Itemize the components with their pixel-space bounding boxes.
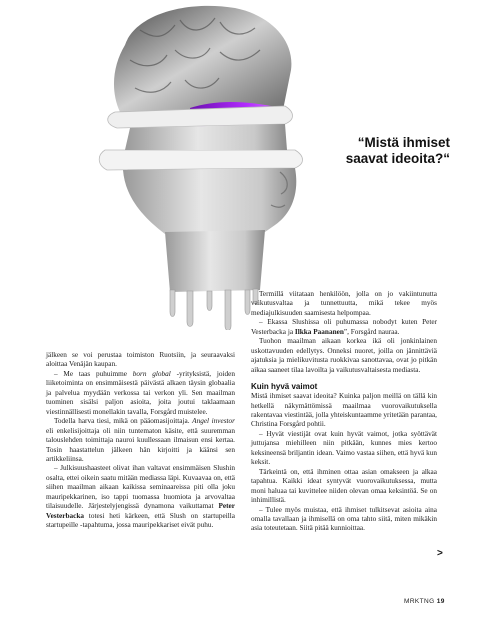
melt-ribbon-2 bbox=[99, 150, 302, 170]
pull-quote bbox=[300, 135, 450, 167]
statue-neck bbox=[165, 230, 265, 292]
paragraph: – Me taas puhuimme born global -yrityksistä, joiden liiketoiminta on ensimmäisestä päivästä alkaen täysin globaalia ja palvelua myydään verkossa tai verkon yli. Sen maailman tuominen sisälsi paljon asioita, joita joutui taklaamaan viestinnällisesti monellakin tavalla, Forsgård muistelee. bbox=[46, 369, 235, 416]
paragraph: – Ekassa Slushissa oli puhumassa nobodyt kuten Peter Vesterbacka ja Ilkka Paananen”, Forsgård nauraa. bbox=[251, 318, 437, 336]
pull-quote-line-1: “Mistä ihmiset bbox=[357, 135, 450, 150]
paragraph: Termillä viitataan henkilöön, jolla on jo vakiintunutta vaikutusvaltaa ja tunnettuutta, mikä tekee myös mediajulkisuuden saamisesta helpompaa. bbox=[251, 290, 437, 317]
paragraph: – Julkisuushaasteet olivat ihan valtavat ensimmäisen Slushin osalta, ettei oikein saatu mitään mediassa läpi. Kuvaavaa on, että siihen maailman aikaan kaikissa seminaareissa piti olla joku mauripekkarinen, iso tappi tuomassa huomiota ja arvovaltaa tilaisuudelle. Järjestelyjengissä dynamona vaikuttamat Peter Vesterbacka totesi heti kärkeen, että Slush on startupeilla startupeille -tapahtuma, jossa mauripekkariset eivät puhu. bbox=[46, 464, 235, 530]
paragraph: jälkeen se voi perustaa toimiston Ruotsiin, ja seuraavaksi aloittaa Venäjän kaupan. bbox=[46, 351, 235, 369]
paragraph: – Hyvät viestijät ovat kuin hyvät vaimot, jotka syöttävät juttujansa miehilleen niin pitkään, kunnes mies kertoo keksineensä briljantin idean. Vaimo vastaa siihen, että hyvä kun keksit. bbox=[251, 429, 437, 467]
paragraph: Todella harva tiesi, mikä on pääomasijoittaja. Angel investor eli enkelisijoittaja oli niin tuntematon käsite, että suuremman talouslehden toimittaja nauroi kuullessaan ilmaisun ensi kertaa. Tosin haastattelun jälkeen hän kirjoitti ja käänsi sen artikkeliinsa. bbox=[46, 417, 235, 463]
statue-head-illustration bbox=[95, 0, 315, 330]
statue-face bbox=[125, 124, 287, 150]
paragraph: – Tulee myös muistaa, että ihmiset tulkitsevat asioita aina omalla tavallaan ja ihmisellä on oma tahto siitä, miten mikäkin asia toteutetaan. Siitä pitää kunnioittaa. bbox=[251, 505, 437, 533]
article-column-right bbox=[251, 290, 437, 534]
paragraph: Tuohon maailman aikaan korkea ikä oli jonkinlainen uskottavuuden edellytys. Onneksi nuoret, joilla on jännittäviä ajatuksia ja mielikuvitusta ruokkivaa sanottavaa, ovat jo pitkän aikaa saaneet tilaa lavoilta ja vaikutusvaltaisesta mediasta. bbox=[251, 337, 437, 374]
article-column-left bbox=[46, 351, 235, 531]
magazine-name: MRKTNG bbox=[404, 598, 435, 605]
page-number: 19 bbox=[436, 598, 445, 605]
page-footer bbox=[404, 598, 445, 605]
paragraph: Mistä ihmiset saavat ideoita? Kuinka paljon meillä on tällä kin hetkellä näkymättömissä maailmaa vuorovaikutuksella rakentavaa viestintää, jolla yhteiskuntaamme yritetään parantaa, Christina Forsgård pohtii. bbox=[251, 392, 437, 429]
section-heading: Kuin hyvä vaimot bbox=[251, 382, 318, 392]
pull-quote-line-2: saavat ideoita?“ bbox=[345, 151, 450, 166]
statue-hair bbox=[114, 6, 291, 112]
continue-arrow-icon: > bbox=[437, 548, 443, 559]
paragraph: Tärkeintä on, että ihminen ottaa asian omakseen ja alkaa tapahtua. Kaikki ideat syntyvät vuorovaikutuksessa, mutta moni haluaa tai kuvittelee niiden olevan omaa keksintöä. Se on inhimillistä. bbox=[251, 467, 437, 505]
